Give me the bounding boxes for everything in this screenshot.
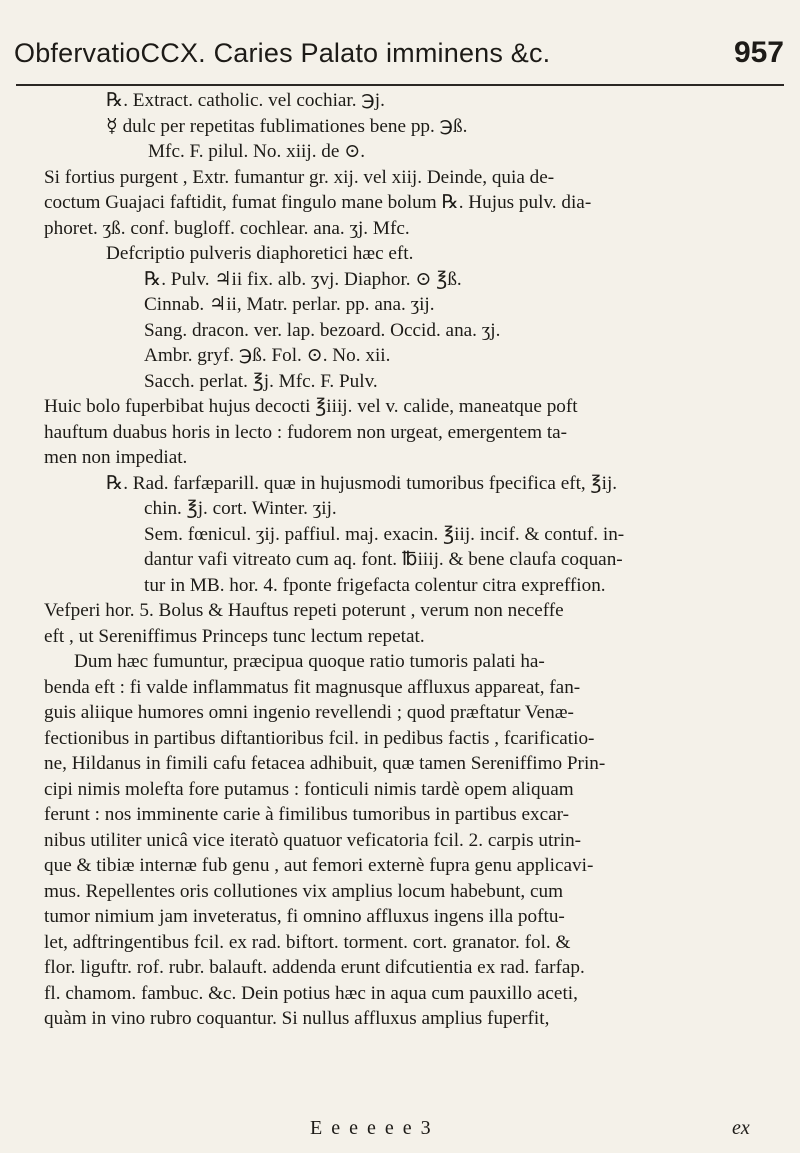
text-line: ℞. Extract. catholic. vel cochiar. ℈j. — [106, 90, 385, 111]
text-line: Vefperi hor. 5. Bolus & Hauftus repeti poterunt , verum non neceffe — [44, 600, 564, 621]
signature-mark: E e e e e e 3 — [310, 1117, 433, 1139]
text-line: Dum hæc fumuntur, præcipua quoque ratio tumoris palati ha- — [74, 651, 545, 672]
text-line: benda eft : fi valde inflammatus fit magnusque affluxus appareat, fan- — [44, 676, 581, 698]
text-line: phoret. ʒß. conf. bugloff. cochlear. ana. ʒj. Mfc. — [44, 217, 410, 239]
running-title: ObfervatioCCX. Caries Palato imminens &c. — [14, 38, 551, 68]
text-line: fl. chamom. fambuc. &c. Dein potius hæc in aqua cum pauxillo aceti, — [44, 982, 578, 1004]
text-line: Defcriptio pulveris diaphoretici hæc eft. — [106, 243, 414, 264]
page-number: 957 — [733, 36, 784, 69]
text-line: que & tibiæ internæ fub genu , aut femori externè fupra genu applicavi- — [44, 855, 594, 876]
header-rule — [16, 84, 784, 86]
text-line: quàm in vino rubro coquantur. Si nullus affluxus amplius fuperfit, — [44, 1008, 550, 1029]
text-line: mus. Repellentes oris collutiones vix amplius locum habebunt, cum — [44, 880, 564, 902]
text-line: nibus utiliter unicâ vice iteratò quatuor veficatoria fcil. 2. carpis utrin- — [44, 829, 582, 851]
text-line: ☿ dulc per repetitas fublimationes bene pp. ℈ß. — [106, 115, 468, 137]
text-line: tumor nimium jam inveteratus, fi omnino affluxus ingens illa poftu- — [44, 906, 565, 927]
text-line: cipi nimis molefta fore putamus : fonticuli nimis tardè opem aliquam — [44, 778, 574, 800]
text-line: ℞. Rad. farfæparill. quæ in hujusmodi tumoribus fpecifica eft, ℥ij. — [106, 472, 618, 494]
body-text — [44, 88, 784, 1032]
running-header — [14, 36, 790, 80]
text-line: hauftum duabus horis in lecto : fudorem non urgeat, emergentem ta- — [44, 421, 568, 443]
text-line: chin. ℥j. cort. Winter. ʒij. — [144, 498, 337, 519]
text-line: men non impediat. — [44, 447, 188, 468]
text-line: Si fortius purgent , Extr. fumantur gr. xij. vel xiij. Deinde, quia de- — [44, 166, 555, 188]
page-footer — [0, 1117, 800, 1147]
text-line: Ambr. gryf. ℈ß. Fol. ⊙. No. xii. — [144, 345, 391, 366]
text-line: Mfc. F. pilul. No. xiij. de ⊙. — [148, 141, 366, 162]
text-line: flor. liguftr. rof. rubr. balauft. addenda erunt difcutientia ex rad. farfap. — [44, 957, 585, 978]
text-line: tur in MB. hor. 4. fponte frigefacta colentur citra expreffion. — [144, 574, 606, 596]
text-line: coctum Guajaci faftidit, fumat fingulo mane bolum ℞. Hujus pulv. dia- — [44, 192, 592, 213]
text-line: Cinnab. ♃ii, Matr. perlar. pp. ana. ʒij. — [144, 294, 435, 315]
text-line: dantur vafi vitreato cum aq. font. ℔iiij. & bene claufa coquan- — [144, 549, 623, 570]
text-line: fectionibus in partibus diftantioribus fcil. in pedibus factis , fcarificatio- — [44, 727, 595, 749]
text-line: Sang. dracon. ver. lap. bezoard. Occid. ana. ʒj. — [144, 319, 501, 341]
text-line: Huic bolo fuperbibat hujus decocti ℥iiij. vel v. calide, maneatque poft — [44, 396, 578, 417]
text-line: let, adftringentibus fcil. ex rad. biftort. torment. cort. granator. fol. & — [44, 931, 571, 953]
text-line: eft , ut Sereniffimus Princeps tunc lectum repetat. — [44, 625, 425, 647]
text-line: guis aliique humores omni ingenio revellendi ; quod præftatur Venæ- — [44, 702, 574, 723]
text-line: Sem. fœnicul. ʒij. paffiul. maj. exacin. ℥iij. incif. & contuf. in- — [144, 523, 625, 545]
text-line: Sacch. perlat. ℥j. Mfc. F. Pulv. — [144, 370, 378, 392]
text-line: ferunt : nos imminente carie à fimilibus tumoribus in partibus excar- — [44, 804, 570, 825]
catchword: ex — [732, 1117, 750, 1139]
text-line: ℞. Pulv. ♃ii fix. alb. ʒvj. Diaphor. ⊙ ℥ß. — [144, 268, 462, 290]
text-line: ne, Hildanus in fimili cafu fetacea adhibuit, quæ tamen Sereniffimo Prin- — [44, 753, 606, 774]
